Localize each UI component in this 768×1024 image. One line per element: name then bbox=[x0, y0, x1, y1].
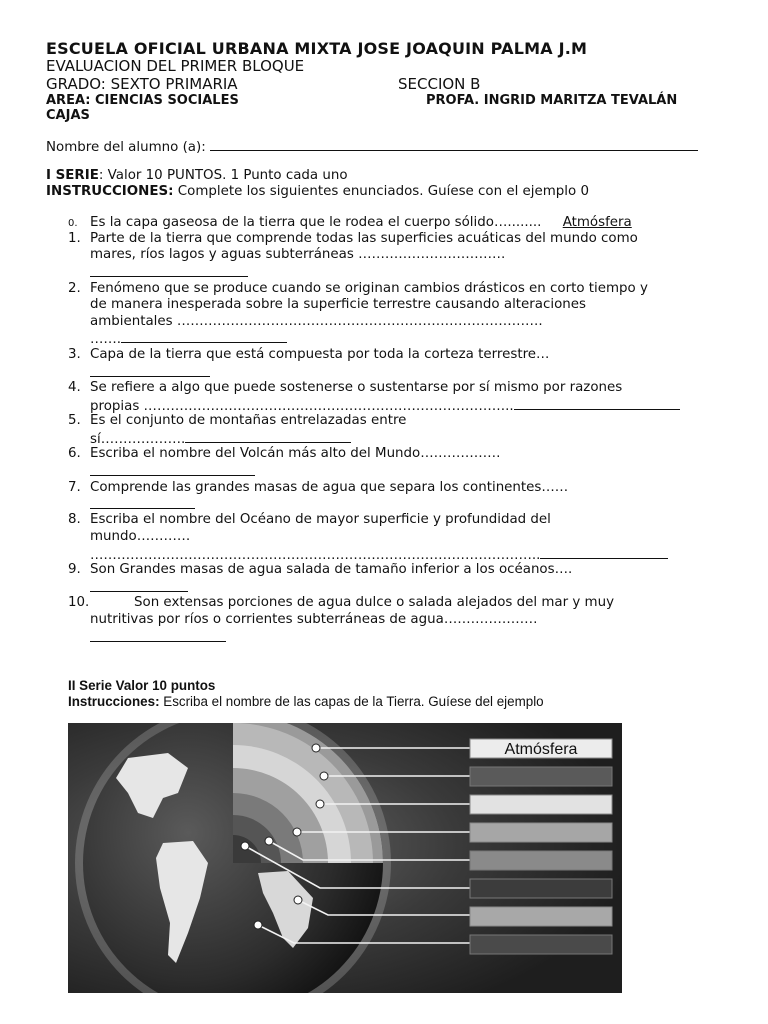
serie2-instructions-row bbox=[68, 694, 544, 709]
question-number: 6. bbox=[68, 446, 81, 461]
layer-label-box-6[interactable] bbox=[470, 879, 612, 898]
question-text: Son Grandes masas de agua salada de tamaño inferior a los océanos…. bbox=[90, 562, 573, 577]
answer-blank-2[interactable]: ……. bbox=[90, 330, 287, 347]
question-text: Capa de la tierra que está compuesta por toda la corteza terrestre… bbox=[90, 347, 550, 362]
example-answer: Atmósfera bbox=[562, 215, 632, 230]
teacher-label: PROFA. INGRID MARITZA TEVALÁN bbox=[426, 93, 678, 108]
question-number: 0. bbox=[68, 218, 78, 229]
question-text: Se refiere a algo que puede sostenerse o sustentarse por sí mismo por razones bbox=[90, 380, 623, 395]
evaluation-title: EVALUACION DEL PRIMER BLOQUE bbox=[46, 57, 305, 75]
question-number: 7. bbox=[68, 480, 81, 495]
question-text: Escriba el nombre del Océano de mayor superficie y profundidad del bbox=[90, 512, 551, 527]
serie2-title: II Serie Valor 10 puntos bbox=[68, 678, 216, 693]
answer-blank-8[interactable]: ……………………………………………………………………………………….. bbox=[90, 546, 668, 563]
question-number: 1. bbox=[68, 231, 81, 246]
question-text: Escriba el nombre del Volcán más alto del Mundo……………… bbox=[90, 446, 501, 461]
question-text: Comprende las grandes masas de agua que separa los continentes…… bbox=[90, 480, 569, 495]
question-number: 5. bbox=[68, 413, 81, 428]
school-name: ESCUELA OFICIAL URBANA MIXTA JOSE JOAQUIN PALMA J.M bbox=[46, 39, 588, 58]
answer-blank-10[interactable] bbox=[90, 629, 226, 646]
question-number: 3. bbox=[68, 347, 81, 362]
serie2-instructions-text: Escriba el nombre de las capas de la Tierra. Guíese del ejemplo bbox=[163, 694, 544, 709]
question-text: Es el conjunto de montañas entrelazadas entre bbox=[90, 413, 407, 428]
serie1-instructions-text: Complete los siguientes enunciados. Guíese con el ejemplo 0 bbox=[177, 184, 589, 199]
question-number: 9. bbox=[68, 562, 81, 577]
answer-blank-5[interactable]: sí………………. bbox=[90, 430, 351, 447]
area-label: AREA: CIENCIAS SOCIALES bbox=[46, 93, 239, 108]
layer-label-box-8[interactable] bbox=[470, 935, 612, 954]
question-number: 2. bbox=[68, 281, 81, 296]
teacher-label-cont: CAJAS bbox=[46, 108, 90, 123]
layer-label-box-3[interactable] bbox=[470, 795, 612, 814]
question-text: Parte de la tierra que comprende todas las superficies acuáticas del mundo como bbox=[90, 231, 638, 246]
student-name-field[interactable] bbox=[210, 138, 698, 151]
question-text: Son extensas porciones de agua dulce o salada alejados del mar y muy bbox=[134, 595, 615, 610]
section-label: SECCION B bbox=[398, 75, 481, 93]
question-number: 10. bbox=[68, 595, 90, 610]
student-name-row bbox=[46, 138, 698, 155]
question-number: 4. bbox=[68, 380, 81, 395]
globe bbox=[75, 723, 391, 993]
answer-blank-1[interactable] bbox=[90, 264, 248, 281]
question-text-cont: nutritivas por ríos o corrientes subterráneas de agua………………… bbox=[90, 612, 538, 627]
layer-label-box-7[interactable] bbox=[470, 907, 612, 926]
layer-label-text-1: Atmósfera bbox=[504, 741, 578, 758]
answer-blank-3[interactable] bbox=[90, 364, 210, 381]
serie2-instructions-label: Instrucciones: bbox=[68, 694, 160, 709]
grade-label: GRADO: SEXTO PRIMARIA bbox=[46, 75, 238, 93]
question-number: 8. bbox=[68, 512, 81, 527]
answer-blank-7[interactable] bbox=[90, 496, 195, 513]
serie1-instructions-row bbox=[46, 184, 589, 199]
question-text-cont: de manera inesperada sobre la superficie terrestre causando alteraciones bbox=[90, 297, 586, 312]
serie1-title-row bbox=[46, 168, 348, 183]
layer-label-box-5[interactable] bbox=[470, 851, 612, 870]
question-text-cont: mundo………… bbox=[90, 529, 191, 544]
layer-label-box-4[interactable] bbox=[470, 823, 612, 842]
question-text-cont: mares, ríos lagos y aguas subterráneas …………………………… bbox=[90, 247, 506, 262]
serie1-instructions-label: INSTRUCCIONES: bbox=[46, 184, 174, 199]
answer-blank-9[interactable] bbox=[90, 579, 188, 596]
question-text: Es la capa gaseosa de la tierra que le rodea el cuerpo sólido…........ Atmósfera bbox=[90, 215, 632, 230]
student-name-label: Nombre del alumno (a): bbox=[46, 140, 206, 155]
answer-blank-6[interactable] bbox=[90, 463, 255, 480]
answer-blank-4[interactable]: propias ……………………………………………………………………….. bbox=[90, 397, 680, 414]
question-text-cont: ambientales ………………………………………………………………………. bbox=[90, 314, 543, 329]
earth-layers-figure bbox=[68, 723, 622, 993]
layer-label-box-2[interactable] bbox=[470, 767, 612, 786]
serie1-value: : Valor 10 PUNTOS. 1 Punto cada uno bbox=[98, 168, 348, 183]
earth-layers-diagram bbox=[68, 723, 622, 993]
serie1-title: I SERIE bbox=[46, 168, 99, 183]
question-text: Fenómeno que se produce cuando se originan cambios drásticos en corto tiempo y bbox=[90, 281, 648, 296]
